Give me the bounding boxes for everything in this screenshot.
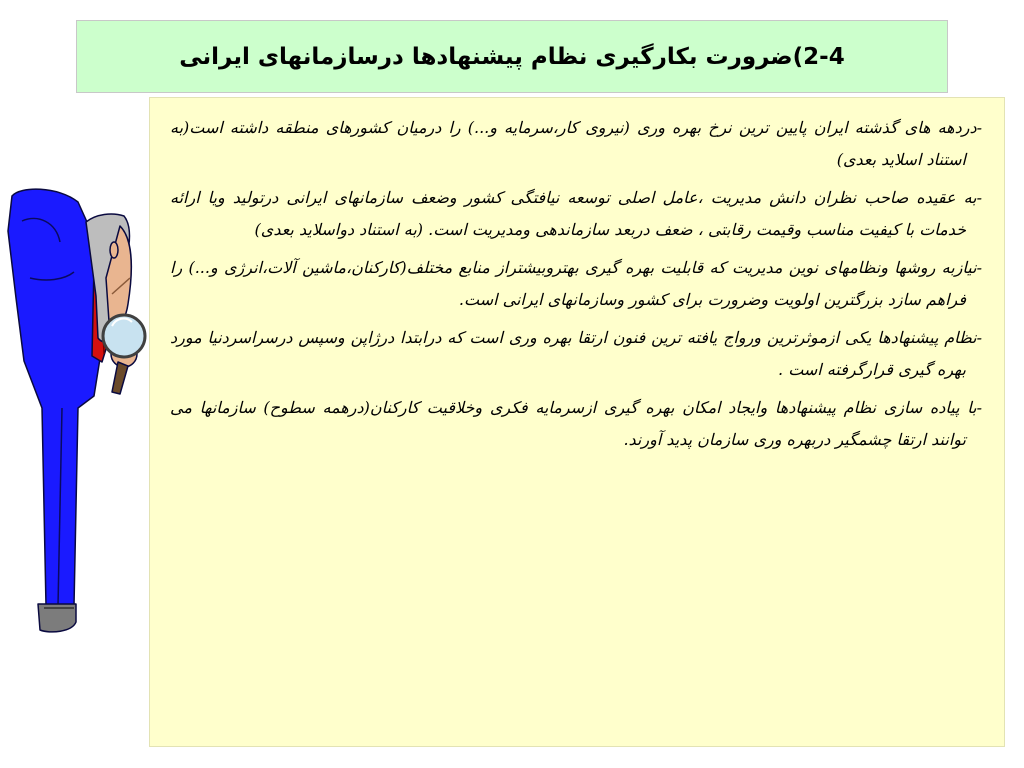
- slide-title: 2-4)ضرورت بکارگیری نظام پیشنهادها درسازمانهای ایرانی: [179, 43, 845, 70]
- bullet-item: -با پیاده سازی نظام پیشنهادها وایجاد امکان بهره گیری ازسرمایه فکری وخلاقیت کارکنان(درهمه سطوح) سازمانها می توانند ارتقا چشمگیر دربهره وری سازمان پدید آورند.: [170, 398, 982, 449]
- content-panel: [149, 97, 1005, 747]
- bullet-list: [150, 98, 1004, 456]
- bullet-item: -نیازبه روشها ونظامهای نوین مدیریت که قابلیت بهره گیری بهتروبیشتراز منابع مختلف(کارکنان،ماشین آلات،انرژی و...) را فراهم سازد بزرگترین اولویت وضرورت برای کشور وسازمانهای ایرانی است.: [170, 258, 982, 309]
- bullet-item: -دردهه های گذشته ایران پایین ترین نرخ بهره وری (نیروی کار،سرمایه و...) را درمیان کشورهای منطقه داشته است(به استناد اسلاید بعدی): [170, 118, 982, 169]
- bullet-item: -نظام پیشنهادها یکی ازموثرترین ورواج یافته ترین فنون ارتقا بهره وری است که درابتدا درژاپن وسپس درسراسردنیا مورد بهره گیری قرارگرفته است .: [170, 328, 982, 379]
- detective-clipart: [0, 186, 150, 656]
- bullet-item: -به عقیده صاحب نظران دانش مدیریت ،عامل اصلی توسعه نیافتگی کشور وضعف سازمانهای ایرانی درتولید ویا ارائه خدمات با کیفیت مناسب وقیمت رقابتی ، ضعف دربعد سازماندهی ومدیریت است. (به استناد دواسلاید بعدی): [170, 188, 982, 239]
- slide-title-box: [76, 20, 948, 93]
